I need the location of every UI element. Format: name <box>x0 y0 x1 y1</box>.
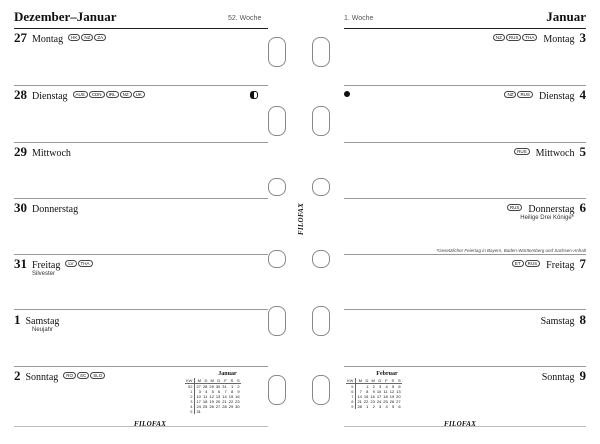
day-number: 29 <box>14 144 27 159</box>
date-cell: 29 <box>228 404 234 409</box>
date-cell: 1 <box>230 384 234 389</box>
day-number: 27 <box>14 30 27 46</box>
date-cell: 3 <box>379 384 382 389</box>
country-holiday-codes <box>68 29 107 47</box>
week-number-cell: 2 <box>185 394 195 399</box>
date-cell: 1 <box>366 384 369 389</box>
date-cell: 10 <box>196 394 201 399</box>
day-number: 7 <box>579 256 586 272</box>
day-name: Samstag <box>540 316 575 327</box>
spine-filofax-logo: FILOFAX <box>297 202 306 236</box>
right-page-title: Januar <box>546 9 586 24</box>
day-number: 30 <box>14 200 27 215</box>
left-day-rule <box>14 309 268 310</box>
ring-hole-oval <box>268 375 286 405</box>
day-number: 8 <box>579 312 586 327</box>
weekday-header: M <box>208 378 214 384</box>
weekday-header: M <box>356 378 363 384</box>
date-cell: 19 <box>209 399 214 404</box>
date-cell: 9 <box>372 389 375 394</box>
new-moon-icon <box>344 91 350 97</box>
day-entry <box>14 29 107 47</box>
mini-calendar-februar <box>346 372 402 409</box>
date-cell: 4 <box>385 404 388 409</box>
day-entry <box>504 86 586 104</box>
weekday-header: M <box>369 378 375 384</box>
day-name: Sonntag <box>541 372 575 383</box>
weekday-header: D <box>215 378 221 384</box>
date-cell: 1 <box>366 404 369 409</box>
day-number: 3 <box>579 30 586 46</box>
date-cell: 28 <box>357 404 362 409</box>
date-cell: 10 <box>376 389 382 394</box>
date-cell: 26 <box>389 399 395 404</box>
ring-hole-oval <box>268 306 286 336</box>
country-code-badge: RUS <box>507 204 523 211</box>
day-entry <box>537 367 586 385</box>
week-number-cell: 52 <box>185 384 195 390</box>
date-cell: 28 <box>222 404 227 409</box>
week-number-cell: 6 <box>346 389 356 394</box>
weekday-header: D <box>376 378 382 384</box>
ring-hole-round <box>268 250 286 268</box>
week-number-cell: 9 <box>346 404 356 409</box>
mini-calendar-grid <box>346 378 402 409</box>
date-cell: 12 <box>389 389 395 394</box>
left-footer-rule <box>14 426 268 427</box>
date-cell: 28 <box>202 384 208 389</box>
date-cell: 25 <box>202 404 208 409</box>
filofax-logo: FILOFAX <box>134 420 167 428</box>
date-cell: 5 <box>211 389 214 394</box>
holiday-name: Silvester <box>32 271 56 277</box>
week-number-cell: 3 <box>185 399 195 404</box>
day-name: Samstag <box>25 316 60 327</box>
country-code-badge: RUS <box>506 34 522 41</box>
day-name: Montag <box>32 34 64 46</box>
ring-hole-round <box>312 250 330 268</box>
date-cell: 5 <box>391 404 395 409</box>
country-code-badge: ZA <box>94 34 106 41</box>
country-holiday-codes <box>63 367 106 385</box>
date-cell: 16 <box>370 394 375 399</box>
day-entry <box>493 29 586 47</box>
date-cell: 13 <box>396 389 401 394</box>
day-number: 9 <box>579 368 586 383</box>
left-page-title: Dezember–Januar <box>14 9 117 24</box>
filofax-logo: FILOFAX <box>444 420 477 428</box>
moon-phase-icon <box>250 91 258 99</box>
country-code-badge: RUS <box>514 148 530 155</box>
day-name: Donnerstag <box>528 204 575 216</box>
week-number-cell: 8 <box>346 399 356 404</box>
day-number: 28 <box>14 87 27 103</box>
week-number-cell: 7 <box>346 394 356 399</box>
day-number: 5 <box>579 144 586 160</box>
date-cell: 22 <box>363 399 369 404</box>
week-number-cell: 1 <box>185 389 195 394</box>
date-cell: 30 <box>235 404 240 409</box>
country-code-badge: IRL <box>106 91 119 98</box>
day-entry <box>512 255 586 273</box>
date-cell: 2 <box>372 404 375 409</box>
country-code-badge: AUS <box>73 91 88 98</box>
holiday-footnote: *Gesetzlicher Feiertag in Bayern, Baden-Württemberg und Sachsen-Anhalt <box>436 248 586 253</box>
date-cell: 6 <box>218 389 221 394</box>
day-name: Donnerstag <box>32 204 79 215</box>
date-cell: 18 <box>202 399 208 404</box>
date-cell: 23 <box>370 399 375 404</box>
date-cell: 7 <box>359 389 362 394</box>
date-cell: 2 <box>372 384 375 389</box>
date-cell: 24 <box>376 399 382 404</box>
country-code-badge: RUS <box>525 260 541 267</box>
country-code-badge: CDN <box>89 91 105 98</box>
country-holiday-codes <box>65 255 93 273</box>
day-entry <box>14 199 83 217</box>
date-cell: 17 <box>196 399 201 404</box>
date-cell: 6 <box>398 384 401 389</box>
date-cell: 6 <box>398 404 401 409</box>
day-number: 6 <box>579 200 586 216</box>
weekday-header: KW <box>185 378 195 384</box>
mini-calendar-title: Februar <box>376 371 398 377</box>
date-cell: 26 <box>209 404 214 409</box>
date-cell: 25 <box>383 399 388 404</box>
right-page <box>344 0 600 444</box>
day-name: Mittwoch <box>32 148 71 159</box>
country-code-badge: NZ <box>493 34 505 41</box>
country-holiday-codes <box>504 86 534 104</box>
left-page <box>0 0 268 444</box>
day-name: Dienstag <box>538 91 575 103</box>
day-entry <box>536 311 586 329</box>
weekday-header: S <box>228 378 234 384</box>
date-cell: 3 <box>379 404 382 409</box>
country-holiday-codes <box>73 86 146 104</box>
country-code-badge: UK <box>133 91 145 98</box>
country-code-badge: SC <box>77 372 89 379</box>
date-cell: 15 <box>363 394 369 399</box>
country-code-badge: NZ <box>120 91 132 98</box>
date-cell: 24 <box>196 404 201 409</box>
country-holiday-codes <box>512 255 541 273</box>
weekday-header: S <box>234 378 240 384</box>
date-cell: 16 <box>235 394 240 399</box>
date-cell: 27 <box>215 404 221 409</box>
day-entry <box>514 143 586 161</box>
day-name: Freitag <box>32 260 61 272</box>
country-code-badge: THA <box>78 260 93 267</box>
weekday-header: D <box>202 378 208 384</box>
ring-hole-round <box>268 178 286 196</box>
date-cell: 8 <box>366 389 369 394</box>
date-cell: 22 <box>228 399 234 404</box>
day-entry <box>14 143 76 161</box>
country-code-badge: NZ <box>81 34 93 41</box>
day-name: Dienstag <box>32 91 68 103</box>
date-cell: 2 <box>237 384 240 389</box>
date-cell: 31 <box>222 384 227 389</box>
country-holiday-codes <box>493 29 539 47</box>
date-cell: 20 <box>215 399 221 404</box>
day-number: 1 <box>14 312 21 327</box>
date-cell: 3 <box>198 389 201 394</box>
ring-hole-oval <box>312 106 330 136</box>
date-cell: 14 <box>222 394 227 399</box>
weekday-header: D <box>363 378 369 384</box>
date-cell: 12 <box>209 394 214 399</box>
date-cell: 29 <box>209 384 214 389</box>
weekday-header: S <box>389 378 395 384</box>
week-number-cell: 4 <box>185 404 195 409</box>
country-code-badge: ET <box>512 260 524 267</box>
weekday-header: F <box>221 378 227 384</box>
left-week-number: 52. Woche <box>228 15 262 22</box>
date-cell: 19 <box>389 394 395 399</box>
country-code-badge: RUS <box>517 91 533 98</box>
holiday-name: Heilige Drei Könige* <box>520 215 574 221</box>
date-cell: 11 <box>203 394 208 399</box>
date-cell: 27 <box>196 384 201 389</box>
date-cell: 13 <box>215 394 221 399</box>
date-cell: 21 <box>222 399 227 404</box>
day-name: Sonntag <box>25 372 59 384</box>
ring-hole-oval <box>312 37 330 67</box>
date-cell: 4 <box>205 389 208 394</box>
country-code-badge: HK <box>68 34 80 41</box>
country-code-badge: SLO <box>90 372 105 379</box>
ring-hole-oval <box>268 106 286 136</box>
right-week-number: 1. Woche <box>344 15 374 22</box>
date-cell: 7 <box>224 389 227 394</box>
mini-calendar-title: Januar <box>218 371 237 377</box>
mini-calendar-grid <box>185 378 241 414</box>
day-number: 31 <box>14 256 27 272</box>
day-name: Montag <box>543 34 575 46</box>
weekday-header: M <box>195 378 202 384</box>
country-holiday-codes <box>514 143 531 161</box>
date-cell: 15 <box>228 394 234 399</box>
day-number: 4 <box>579 87 586 103</box>
ring-hole-oval <box>312 306 330 336</box>
country-code-badge: NZ <box>504 91 516 98</box>
date-cell: 9 <box>237 389 240 394</box>
weekday-header: S <box>395 378 401 384</box>
day-number: 2 <box>14 368 21 384</box>
mini-calendar-januar <box>185 372 241 414</box>
ring-hole-round <box>312 178 330 196</box>
weekday-header: F <box>382 378 388 384</box>
day-name: Mittwoch <box>535 148 575 160</box>
date-cell: 18 <box>383 394 388 399</box>
date-cell: 11 <box>383 389 388 394</box>
week-number-cell: 5 <box>346 384 356 390</box>
day-name: Freitag <box>546 260 575 272</box>
holiday-name: Neujahr <box>32 327 54 333</box>
day-entry <box>14 367 106 385</box>
date-cell: 27 <box>396 399 401 404</box>
date-cell: 31 <box>196 409 201 414</box>
day-entry <box>14 86 146 104</box>
weekday-header: KW <box>346 378 356 384</box>
right-footer-rule <box>344 426 586 427</box>
date-cell: 4 <box>385 384 388 389</box>
date-cell <box>234 409 240 414</box>
date-cell: 8 <box>230 389 234 394</box>
country-code-badge: RO <box>63 372 76 379</box>
country-code-badge: THA <box>522 34 537 41</box>
ring-hole-oval <box>312 375 330 405</box>
date-cell: 30 <box>215 384 221 389</box>
date-cell: 20 <box>396 394 401 399</box>
right-day-rule <box>344 309 586 310</box>
date-cell: 5 <box>391 384 395 389</box>
date-cell: 17 <box>376 394 382 399</box>
ring-hole-oval <box>268 37 286 67</box>
date-cell: 21 <box>357 399 362 404</box>
country-code-badge: LV <box>65 260 76 267</box>
date-cell: 14 <box>357 394 362 399</box>
date-cell: 23 <box>235 399 240 404</box>
week-number-cell: 5 <box>185 409 195 414</box>
